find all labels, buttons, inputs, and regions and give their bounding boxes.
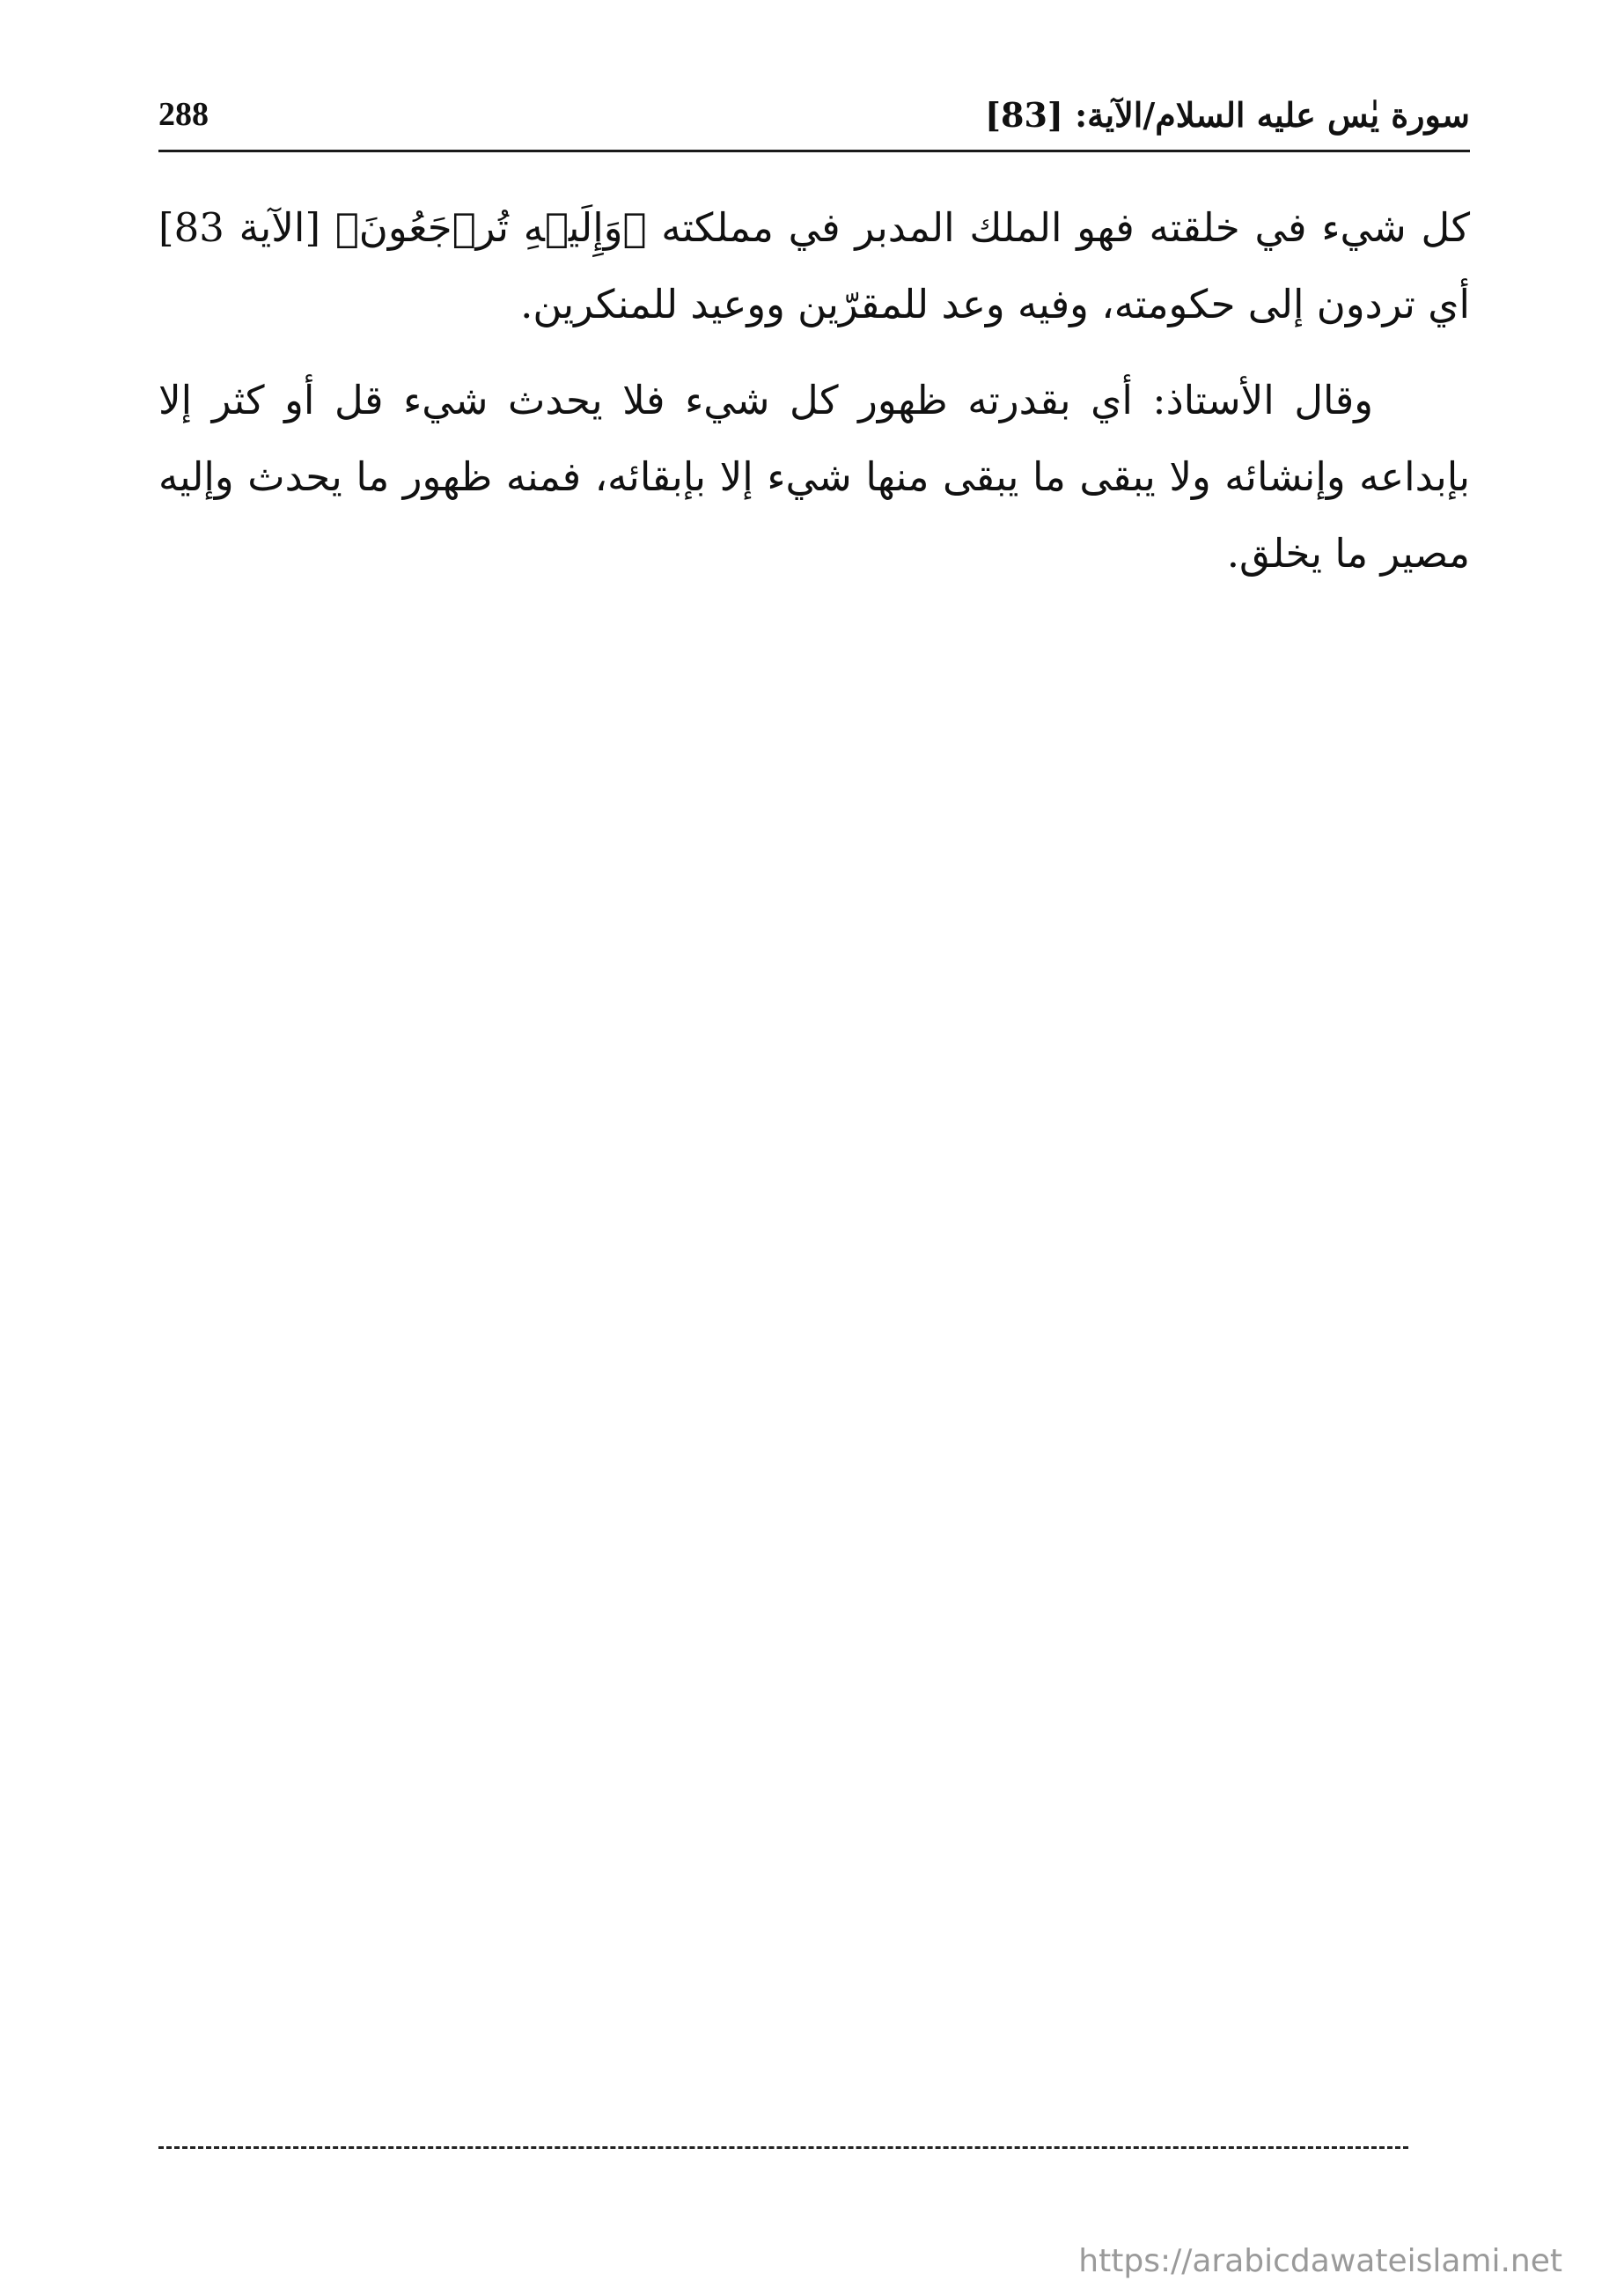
page-header xyxy=(158,88,1470,150)
paragraph-1 xyxy=(158,189,1470,342)
header-divider xyxy=(158,150,1470,152)
paragraph-1-text-after: [الآية 83] أي تردون إلى حكومته، وفيه وعد للمقرّين ووعيد للمنكرين. xyxy=(158,204,1470,327)
paragraph-2: وقال الأستاذ: أي بقدرته ظهور كل شيء فلا يحدث شيء قل أو كثر إلا بإبداعه وإنشائه ولا يبقى ما يبقى منها شيء إلا بإبقائه، فمنه ظهور ما يحدث وإليه مصير ما يخلق. xyxy=(158,377,1470,577)
footnote-divider xyxy=(158,2146,1408,2149)
page-number: 288 xyxy=(158,96,209,133)
quran-verse: ﴿وَإِلَيۡهِ تُرۡجَعُونَ﴾ xyxy=(334,204,647,251)
main-text xyxy=(158,189,1470,611)
watermark-url: https://arabicdawateislami.net xyxy=(1078,2243,1562,2279)
running-title: سورة يٰس عليه السلام/الآية: [83] xyxy=(985,95,1470,135)
paragraph-1-text-before: كل شيء في خلقته فهو الملك المدبر في مملكته xyxy=(646,204,1470,251)
